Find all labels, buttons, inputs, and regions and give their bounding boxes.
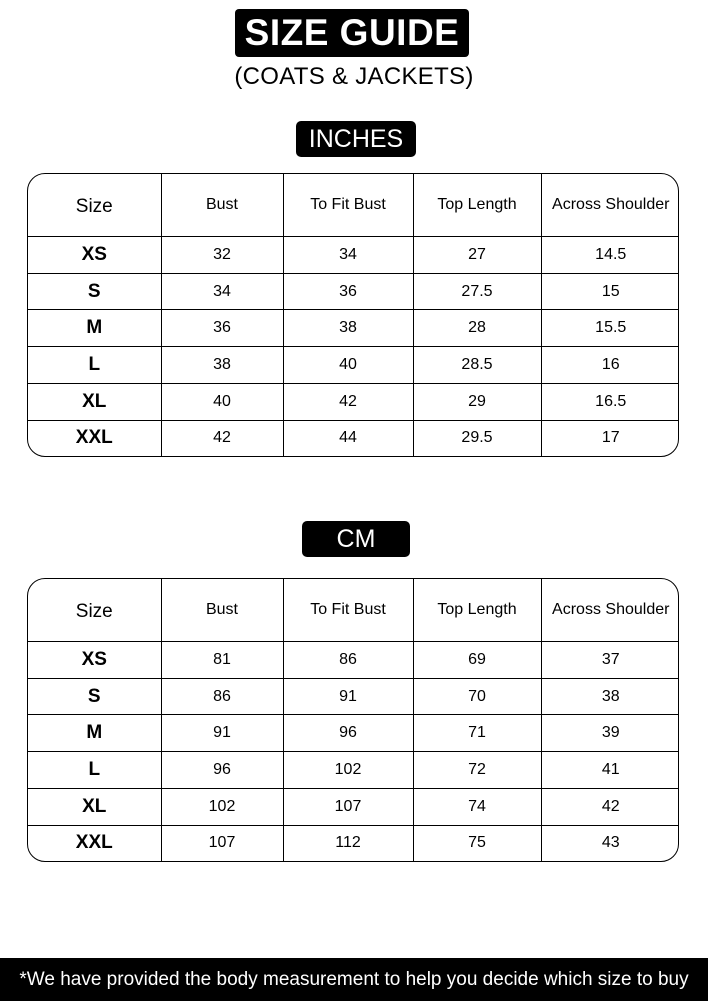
to-fit-bust-cell: 40 <box>283 347 413 384</box>
bust-cell: 40 <box>161 383 283 420</box>
across-shoulder-cell: 37 <box>541 642 679 679</box>
column-header-to-fit-bust: To Fit Bust <box>283 579 413 642</box>
across-shoulder-cell: 43 <box>541 825 679 861</box>
cm-table-frame <box>27 578 679 862</box>
bust-cell: 96 <box>161 752 283 789</box>
inches-table-body <box>28 237 679 457</box>
bust-cell: 38 <box>161 347 283 384</box>
top-length-cell: 29 <box>413 383 541 420</box>
across-shoulder-cell: 14.5 <box>541 237 679 274</box>
column-header-across-shoulder: Across Shoulder <box>541 174 679 237</box>
bust-cell: 81 <box>161 642 283 679</box>
table-row <box>28 642 679 679</box>
size-cell: XS <box>28 237 161 274</box>
page-title: SIZE GUIDE <box>235 9 469 57</box>
bust-cell: 34 <box>161 273 283 310</box>
table-header-row <box>28 174 679 237</box>
to-fit-bust-cell: 36 <box>283 273 413 310</box>
to-fit-bust-cell: 91 <box>283 678 413 715</box>
top-length-cell: 70 <box>413 678 541 715</box>
page-subtitle: (COATS & JACKETS) <box>234 63 474 90</box>
table-row <box>28 715 679 752</box>
size-cell: S <box>28 273 161 310</box>
size-cell: XXL <box>28 825 161 861</box>
top-length-cell: 69 <box>413 642 541 679</box>
bust-cell: 36 <box>161 310 283 347</box>
across-shoulder-cell: 16 <box>541 347 679 384</box>
to-fit-bust-cell: 86 <box>283 642 413 679</box>
bust-cell: 86 <box>161 678 283 715</box>
top-length-cell: 29.5 <box>413 420 541 456</box>
top-length-cell: 74 <box>413 788 541 825</box>
table-row <box>28 825 679 861</box>
across-shoulder-cell: 39 <box>541 715 679 752</box>
table-row <box>28 752 679 789</box>
size-cell: XXL <box>28 420 161 456</box>
cm-table-body <box>28 642 679 862</box>
size-cell: XS <box>28 642 161 679</box>
top-length-cell: 28.5 <box>413 347 541 384</box>
size-cell: M <box>28 715 161 752</box>
column-header-bust: Bust <box>161 174 283 237</box>
column-header-size: Size <box>28 579 161 642</box>
column-header-top-length: Top Length <box>413 579 541 642</box>
column-header-bust: Bust <box>161 579 283 642</box>
to-fit-bust-cell: 96 <box>283 715 413 752</box>
table-row <box>28 678 679 715</box>
size-cell: L <box>28 347 161 384</box>
top-length-cell: 27 <box>413 237 541 274</box>
bust-cell: 42 <box>161 420 283 456</box>
bust-cell: 107 <box>161 825 283 861</box>
across-shoulder-cell: 15.5 <box>541 310 679 347</box>
size-cell: XL <box>28 383 161 420</box>
table-row <box>28 347 679 384</box>
bust-cell: 91 <box>161 715 283 752</box>
column-header-across-shoulder: Across Shoulder <box>541 579 679 642</box>
to-fit-bust-cell: 44 <box>283 420 413 456</box>
column-header-top-length: Top Length <box>413 174 541 237</box>
top-length-cell: 72 <box>413 752 541 789</box>
size-cell: XL <box>28 788 161 825</box>
column-header-to-fit-bust: To Fit Bust <box>283 174 413 237</box>
table-row <box>28 788 679 825</box>
size-cell: S <box>28 678 161 715</box>
across-shoulder-cell: 16.5 <box>541 383 679 420</box>
inches-size-table <box>28 174 679 456</box>
column-header-size: Size <box>28 174 161 237</box>
to-fit-bust-cell: 38 <box>283 310 413 347</box>
across-shoulder-cell: 41 <box>541 752 679 789</box>
to-fit-bust-cell: 107 <box>283 788 413 825</box>
top-length-cell: 27.5 <box>413 273 541 310</box>
across-shoulder-cell: 38 <box>541 678 679 715</box>
inches-section-label: INCHES <box>296 121 416 157</box>
table-row <box>28 273 679 310</box>
to-fit-bust-cell: 34 <box>283 237 413 274</box>
to-fit-bust-cell: 112 <box>283 825 413 861</box>
size-cell: L <box>28 752 161 789</box>
cm-section-label: CM <box>302 521 410 557</box>
top-length-cell: 28 <box>413 310 541 347</box>
bust-cell: 102 <box>161 788 283 825</box>
to-fit-bust-cell: 42 <box>283 383 413 420</box>
table-row <box>28 383 679 420</box>
top-length-cell: 75 <box>413 825 541 861</box>
cm-size-table <box>28 579 679 861</box>
size-cell: M <box>28 310 161 347</box>
across-shoulder-cell: 17 <box>541 420 679 456</box>
table-row <box>28 237 679 274</box>
across-shoulder-cell: 15 <box>541 273 679 310</box>
across-shoulder-cell: 42 <box>541 788 679 825</box>
bust-cell: 32 <box>161 237 283 274</box>
to-fit-bust-cell: 102 <box>283 752 413 789</box>
top-length-cell: 71 <box>413 715 541 752</box>
footer-note: *We have provided the body measurement to help you decide which size to buy <box>0 958 708 1001</box>
table-row <box>28 420 679 456</box>
inches-table-frame <box>27 173 679 457</box>
table-header-row <box>28 579 679 642</box>
table-row <box>28 310 679 347</box>
